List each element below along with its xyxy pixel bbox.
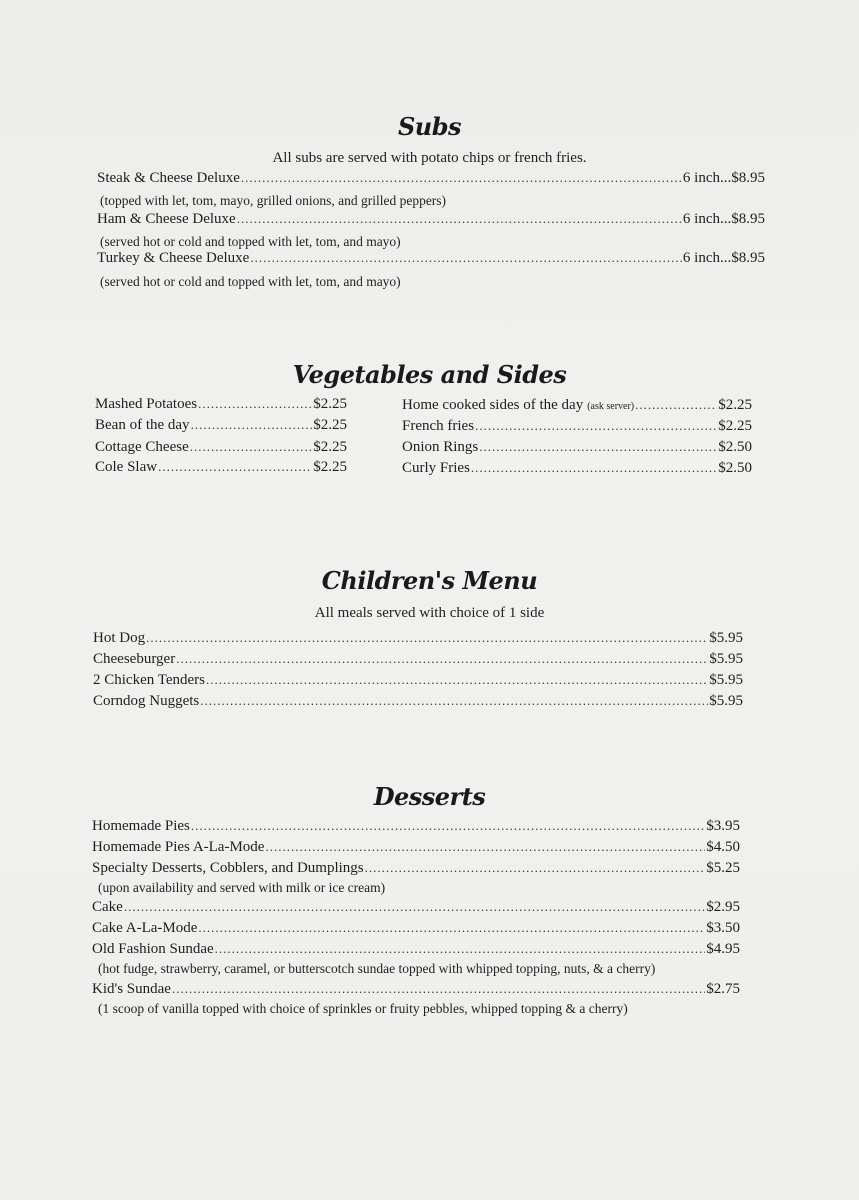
item-price: $2.25	[718, 418, 752, 434]
item-name: Mashed Potatoes	[95, 396, 198, 412]
childrens-menu-heading: Children's Menu	[321, 566, 538, 595]
item-name: Cheeseburger	[93, 651, 176, 667]
menu-item-bean-of-day	[95, 417, 347, 434]
menu-item-pies-a-la-mode	[92, 839, 740, 856]
item-name: Cake	[92, 899, 123, 915]
item-name: Ham & Cheese Deluxe	[97, 211, 236, 227]
menu-item-cole-slaw	[95, 459, 347, 476]
menu-item-old-fashion-sundae	[92, 941, 740, 958]
menu-item-cheeseburger	[93, 651, 743, 668]
subs-subtitle: All subs are served with potato chips or french fries.	[272, 150, 587, 166]
item-name: Steak & Cheese Deluxe	[97, 170, 240, 186]
item-price: $2.50	[718, 439, 752, 455]
vegetables-heading: Vegetables and Sides	[292, 360, 567, 389]
item-name: 2 Chicken Tenders	[93, 672, 205, 688]
item-price: $2.50	[718, 460, 752, 476]
item-name: Home cooked sides of the day	[402, 397, 584, 413]
item-price: $4.50	[706, 839, 740, 855]
menu-item-kids-sundae	[92, 981, 740, 998]
menu-item-specialty-desserts	[92, 860, 740, 877]
item-name: Bean of the day	[95, 417, 190, 433]
item-note: (served hot or cold and topped with let, tom, and mayo)	[100, 234, 401, 249]
leader-dots	[250, 250, 682, 266]
item-name: Cottage Cheese	[95, 439, 189, 455]
item-price: $4.95	[706, 941, 740, 957]
leader-dots	[206, 672, 708, 688]
item-note: (upon availability and served with milk or ice cream)	[98, 880, 386, 895]
item-name: Cole Slaw	[95, 459, 158, 475]
leader-dots	[635, 397, 717, 413]
item-note: (1 scoop of vanilla topped with choice of sprinkles or fruity pebbles, whipped topping & a cherry)	[98, 1001, 628, 1016]
leader-dots	[241, 170, 682, 186]
leader-dots	[471, 460, 717, 476]
leader-dots	[365, 860, 706, 876]
menu-item-homemade-pies	[92, 818, 740, 835]
item-price: $2.25	[313, 459, 347, 475]
menu-item-cottage-cheese	[95, 439, 347, 456]
ask-server-note: (ask server)	[587, 401, 635, 412]
item-name: Corndog Nuggets	[93, 693, 200, 709]
menu-item-home-cooked-sides	[402, 397, 752, 414]
item-price: $5.25	[706, 860, 740, 876]
leader-dots	[191, 818, 705, 834]
leader-dots	[191, 417, 313, 433]
item-price: $2.25	[313, 417, 347, 433]
leader-dots	[146, 630, 708, 646]
item-name: French fries	[402, 418, 475, 434]
item-price: $3.50	[706, 920, 740, 936]
leader-dots	[124, 899, 705, 915]
item-price: $5.95	[709, 651, 743, 667]
menu-item-curly-fries	[402, 460, 752, 477]
item-name: Curly Fries	[402, 460, 470, 476]
leader-dots	[479, 439, 717, 455]
leader-dots	[265, 839, 705, 855]
menu-item-cake	[92, 899, 740, 916]
item-price: $2.25	[718, 397, 752, 413]
leader-dots	[158, 459, 312, 475]
item-name: Kid's Sundae	[92, 981, 171, 997]
desserts-heading: Desserts	[373, 782, 486, 811]
item-price: $5.95	[709, 672, 743, 688]
menu-item-mashed-potatoes	[95, 396, 347, 413]
item-name: Specialty Desserts, Cobblers, and Dumplings	[92, 860, 364, 876]
item-name: Turkey & Cheese Deluxe	[97, 250, 250, 266]
item-name: Homemade Pies A-La-Mode	[92, 839, 265, 855]
item-price: $2.25	[313, 439, 347, 455]
item-name: Hot Dog	[93, 630, 146, 646]
item-name: Homemade Pies	[92, 818, 190, 834]
menu-item-french-fries	[402, 418, 752, 435]
item-note: (topped with let, tom, mayo, grilled onions, and grilled peppers)	[100, 193, 447, 208]
item-price: $3.95	[706, 818, 740, 834]
item-note: (served hot or cold and topped with let, tom, and mayo)	[100, 274, 401, 289]
leader-dots	[198, 396, 312, 412]
item-price: $5.95	[709, 693, 743, 709]
leader-dots	[475, 418, 717, 434]
item-name: Old Fashion Sundae	[92, 941, 214, 957]
menu-item-hot-dog	[93, 630, 743, 647]
item-name: Cake A-La-Mode	[92, 920, 198, 936]
menu-item-ham-cheese	[97, 211, 765, 228]
item-price: 6 inch...$8.95	[682, 250, 765, 266]
menu-item-steak-cheese	[97, 170, 765, 187]
leader-dots	[176, 651, 708, 667]
menu-item-cake-a-la-mode	[92, 920, 740, 937]
childrens-menu-subtitle: All meals served with choice of 1 side	[314, 605, 545, 621]
item-name: Onion Rings	[402, 439, 479, 455]
menu-item-turkey-cheese	[97, 250, 765, 267]
leader-dots	[190, 439, 313, 455]
leader-dots	[200, 693, 708, 709]
item-price: 6 inch...$8.95	[682, 211, 765, 227]
menu-item-corndog-nuggets	[93, 693, 743, 710]
menu-item-chicken-tenders	[93, 672, 743, 689]
leader-dots	[215, 941, 706, 957]
leader-dots	[237, 211, 682, 227]
item-price: $2.95	[706, 899, 740, 915]
item-price: $2.25	[313, 396, 347, 412]
item-price: $5.95	[709, 630, 743, 646]
leader-dots	[172, 981, 705, 997]
item-price: $2.75	[706, 981, 740, 997]
subs-heading: Subs	[397, 112, 462, 141]
item-note: (hot fudge, strawberry, caramel, or butterscotch sundae topped with whipped topping, nuts, & a cherry)	[98, 961, 656, 976]
menu-item-onion-rings	[402, 439, 752, 456]
item-price: 6 inch...$8.95	[682, 170, 765, 186]
leader-dots	[198, 920, 705, 936]
